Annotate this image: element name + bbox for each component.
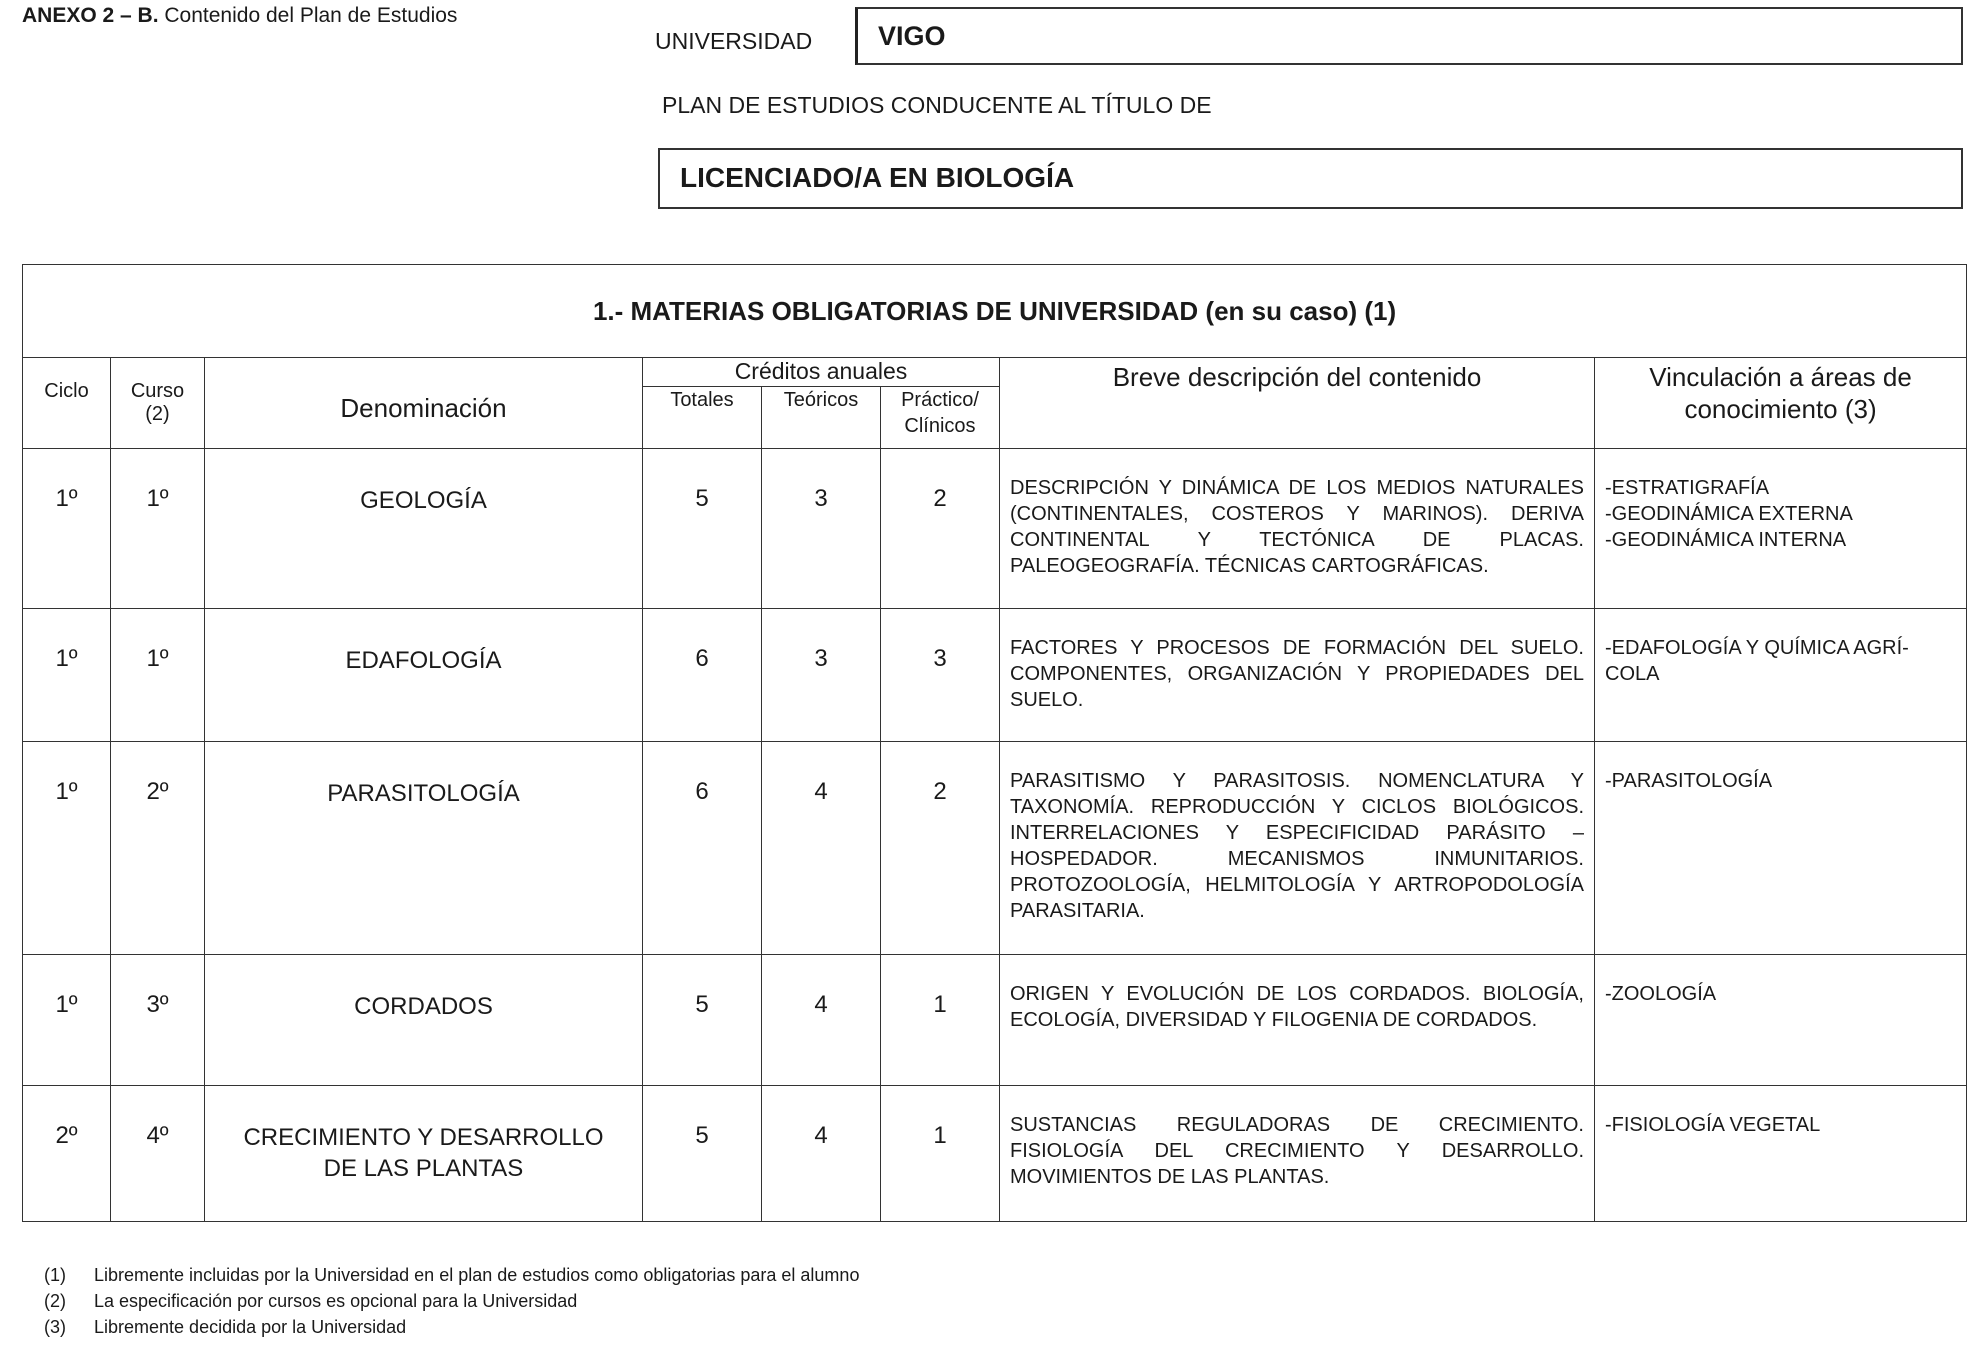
cell-teoricos: 3 xyxy=(762,449,881,609)
area-line: -FISIOLOGÍA VEGETAL xyxy=(1605,1114,1821,1136)
cell-curso: 1º xyxy=(111,449,205,609)
header-creditos: Créditos anuales xyxy=(643,358,1000,387)
plan-label: PLAN DE ESTUDIOS CONDUCENTE AL TÍTULO DE xyxy=(662,92,1212,118)
cell-totales: 5 xyxy=(643,1086,762,1222)
denominacion-line1: EDAFOLOGÍA xyxy=(345,647,502,674)
degree-title-box xyxy=(658,148,1963,209)
degree-title: LICENCIADO/A EN BIOLOGÍA xyxy=(680,162,1075,193)
cell-teoricos: 4 xyxy=(762,955,881,1086)
denominacion-line1: GEOLOGÍA xyxy=(360,487,487,514)
cell-totales: 6 xyxy=(643,609,762,742)
cell-practicos: 1 xyxy=(881,955,1000,1086)
cell-teoricos: 4 xyxy=(762,1086,881,1222)
area-line: -GEODINÁMICA EXTERNA xyxy=(1605,503,1853,525)
footnote-number: (3) xyxy=(44,1317,66,1337)
cell-ciclo: 1º xyxy=(23,449,111,609)
denominacion-line1: PARASITOLOGÍA xyxy=(327,780,520,807)
header-curso-label: Curso xyxy=(130,380,185,402)
area-line: -EDAFOLOGÍA Y QUÍMICA AGRÍ- xyxy=(1605,637,1909,659)
footnote-text: Libremente decidida por la Universidad xyxy=(94,1317,407,1337)
cell-areas xyxy=(1595,742,1967,955)
cell-totales: 6 xyxy=(643,742,762,955)
header-descripcion: Breve descripción del contenido xyxy=(1000,358,1595,449)
cell-curso: 3º xyxy=(111,955,205,1086)
university-label: UNIVERSIDAD xyxy=(655,28,813,54)
university-value: VIGO xyxy=(878,21,946,51)
area-line: -ESTRATIGRAFÍA xyxy=(1605,477,1770,499)
header-practicos xyxy=(881,387,1000,449)
cell-ciclo: 1º xyxy=(23,955,111,1086)
university-box xyxy=(855,7,1963,65)
area-line: -GEODINÁMICA INTERNA xyxy=(1605,529,1847,551)
cell-descripcion: FACTORES Y PROCESOS DE FORMACIÓN DEL SUELO. COMPONENTES, ORGANIZACIÓN Y PROPIEDADES DEL SUELO. xyxy=(1000,609,1595,742)
table-row xyxy=(23,1086,1967,1222)
annex-heading xyxy=(22,4,457,28)
cell-descripcion: SUSTANCIAS REGULADORAS DE CRECIMIENTO. FISIOLOGÍA DEL CRECIMIENTO Y DESARROLLO. MOVIMIENTOS DE LAS PLANTAS. xyxy=(1000,1086,1595,1222)
cell-areas xyxy=(1595,955,1967,1086)
cell-practicos: 2 xyxy=(881,449,1000,609)
header-vinculacion-line1: Vinculación a áreas de xyxy=(1649,362,1912,392)
cell-denominacion xyxy=(205,742,643,955)
table-row xyxy=(23,609,1967,742)
header-practicos-line2: Clínicos xyxy=(904,415,976,437)
cell-descripcion: PARASITISMO Y PARASITOSIS. NOMENCLATURA Y TAXONOMÍA. REPRODUCCIÓN Y CICLOS BIOLÓGICOS. INTERRELACIONES Y ESPECIFICIDAD PARÁSITO – HOSPEDADOR. MECANISMOS INMUNITARIOS. PROTOZOOLOGÍA, HELMITOLOGÍA Y ARTROPODOLOGÍA PARASITARIA. xyxy=(1000,742,1595,955)
table-row xyxy=(23,742,1967,955)
header-practicos-line1: Práctico/ xyxy=(901,389,979,411)
footnote xyxy=(44,1314,859,1340)
footnote-number: (1) xyxy=(44,1265,66,1285)
cell-practicos: 2 xyxy=(881,742,1000,955)
cell-areas xyxy=(1595,1086,1967,1222)
table-row xyxy=(23,449,1967,609)
cell-areas xyxy=(1595,609,1967,742)
area-line: COLA xyxy=(1605,663,1660,685)
denominacion-line2: DE LAS PLANTAS xyxy=(323,1155,524,1182)
footnote-text: La especificación por cursos es opcional para la Universidad xyxy=(94,1291,578,1311)
cell-curso: 1º xyxy=(111,609,205,742)
section-title: 1.- MATERIAS OBLIGATORIAS DE UNIVERSIDAD (en su caso) (1) xyxy=(23,265,1967,358)
subjects-table xyxy=(22,264,1967,1222)
header-vinculacion xyxy=(1595,358,1967,449)
header-denominacion: Denominación xyxy=(205,358,643,449)
cell-descripcion: ORIGEN Y EVOLUCIÓN DE LOS CORDADOS. BIOLOGÍA, ECOLOGÍA, DIVERSIDAD Y FILOGENIA DE CORDADOS. xyxy=(1000,955,1595,1086)
footnote xyxy=(44,1262,859,1288)
cell-practicos: 1 xyxy=(881,1086,1000,1222)
cell-areas xyxy=(1595,449,1967,609)
cell-ciclo: 1º xyxy=(23,609,111,742)
area-line: -PARASITOLOGÍA xyxy=(1605,770,1773,792)
header-curso xyxy=(111,358,205,449)
cell-ciclo: 2º xyxy=(23,1086,111,1222)
header-curso-note: (2) xyxy=(145,403,170,425)
cell-ciclo: 1º xyxy=(23,742,111,955)
cell-curso: 4º xyxy=(111,1086,205,1222)
footnotes xyxy=(44,1262,859,1340)
annex-label: ANEXO 2 – B. xyxy=(22,4,159,27)
area-line: -ZOOLOGÍA xyxy=(1605,983,1717,1005)
cell-teoricos: 4 xyxy=(762,742,881,955)
cell-descripcion: DESCRIPCIÓN Y DINÁMICA DE LOS MEDIOS NATURALES (CONTINENTALES, COSTEROS Y MARINOS). DERIVA CONTINENTAL Y TECTÓNICA DE PLACAS. PALEOGEOGRAFÍA. TÉCNICAS CARTOGRÁFICAS. xyxy=(1000,449,1595,609)
annex-text: Contenido del Plan de Estudios xyxy=(158,4,458,27)
cell-denominacion xyxy=(205,955,643,1086)
cell-denominacion xyxy=(205,1086,643,1222)
table-row xyxy=(23,955,1967,1086)
header-ciclo: Ciclo xyxy=(23,358,111,449)
header-vinculacion-line2: conocimiento (3) xyxy=(1684,394,1877,424)
denominacion-line1: CRECIMIENTO Y DESARROLLO xyxy=(243,1124,604,1151)
footnote-number: (2) xyxy=(44,1291,66,1311)
denominacion-line1: CORDADOS xyxy=(354,993,493,1020)
footnote xyxy=(44,1288,859,1314)
cell-teoricos: 3 xyxy=(762,609,881,742)
cell-denominacion xyxy=(205,449,643,609)
cell-curso: 2º xyxy=(111,742,205,955)
cell-totales: 5 xyxy=(643,955,762,1086)
cell-practicos: 3 xyxy=(881,609,1000,742)
cell-denominacion xyxy=(205,609,643,742)
header-teoricos: Teóricos xyxy=(762,387,881,449)
header-totales: Totales xyxy=(643,387,762,449)
cell-totales: 5 xyxy=(643,449,762,609)
footnote-text: Libremente incluidas por la Universidad en el plan de estudios como obligatorias para el alumno xyxy=(94,1265,860,1285)
